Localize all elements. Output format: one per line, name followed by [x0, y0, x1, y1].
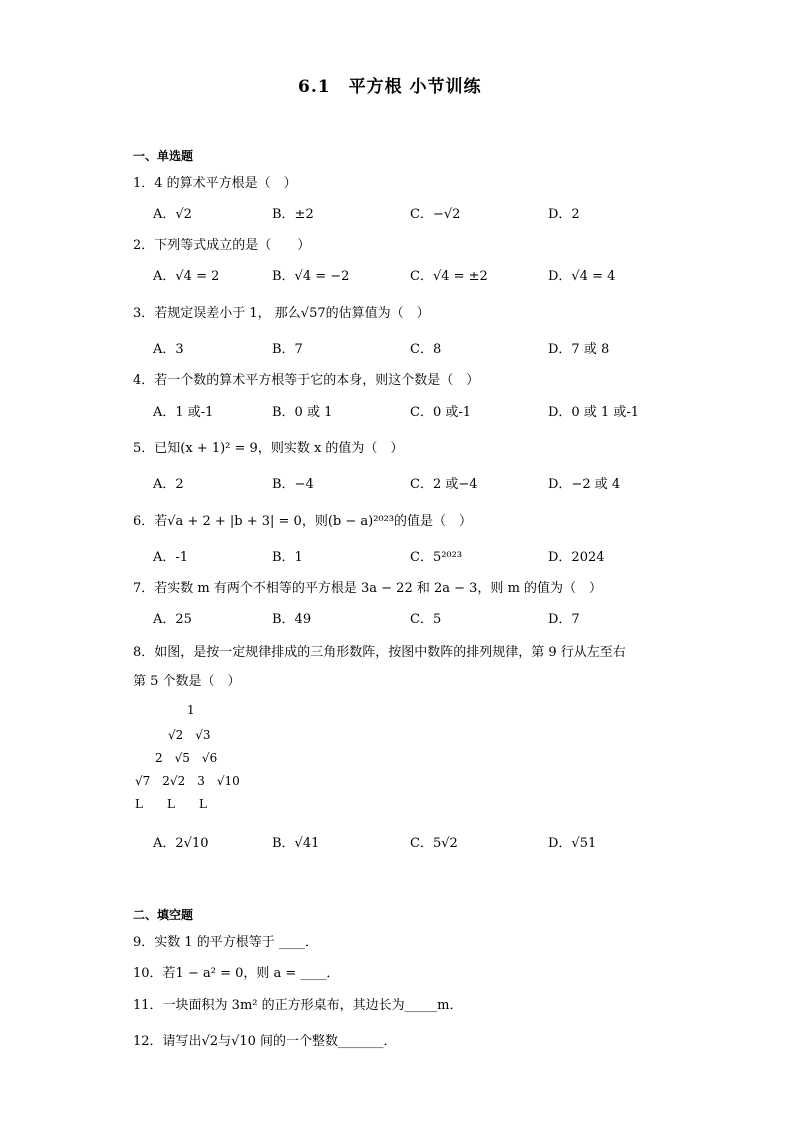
triangle-row-3: 2 √5 √6: [155, 751, 218, 765]
triangle-row-5: L L L: [135, 797, 207, 811]
question-7-option-b: B．49: [272, 612, 312, 627]
question-1-option-a: A．√2: [153, 207, 192, 222]
question-3-option-c: C．8: [410, 342, 442, 357]
question-7-option-d: D．7: [548, 612, 580, 627]
question-8-stem-continued: 第 5 个数是（ ）: [133, 674, 241, 689]
question-3-option-d: D．7 或 8: [548, 342, 610, 357]
question-1-option-c: C．−√2: [410, 207, 461, 222]
question-5-stem: 5．已知(x + 1)² = 9，则实数 x 的值为（ ）: [133, 441, 404, 456]
question-4-option-b: B．0 或 1: [272, 405, 333, 420]
question-6-option-c: C．5²⁰²³: [410, 550, 463, 565]
page-title: 6.1 平方根 小节训练: [298, 77, 482, 97]
question-2-option-b: B．√4 = −2: [272, 269, 350, 284]
question-4-option-a: A．1 或-1: [153, 405, 214, 420]
question-2-stem: 2．下列等式成立的是（ ）: [133, 238, 311, 253]
question-8-stem: 8．如图，是按一定规律排成的三角形数阵，按图中数阵的排列规律，第 9 行从左至右: [133, 645, 626, 660]
question-7-option-c: C．5: [410, 612, 442, 627]
triangle-row-1: 1: [187, 703, 195, 717]
question-11: 11．一块面积为 3m² 的正方形桌布，其边长为_____m．: [133, 998, 463, 1013]
question-1-stem: 1．4 的算术平方根是（ ）: [133, 176, 297, 191]
question-5-option-c: C．2 或−4: [410, 477, 478, 492]
question-3-option-a: A．3: [153, 342, 184, 357]
question-6-option-a: A．-1: [153, 550, 189, 565]
triangle-row-4: √7 2√2 3 √10: [135, 774, 240, 788]
question-2-option-a: A．√4 = 2: [153, 269, 220, 284]
question-2-option-d: D．√4 = 4: [548, 269, 616, 284]
question-5-option-a: A．2: [153, 477, 184, 492]
question-6-stem: 6．若√a + 2 + |b + 3| = 0，则(b − a)²⁰²³的值是（ ）: [133, 514, 473, 529]
question-8-option-b: B．√41: [272, 836, 320, 851]
question-4-option-c: C．0 或-1: [410, 405, 472, 420]
question-5-option-b: B．−4: [272, 477, 314, 492]
question-3-option-b: B．7: [272, 342, 303, 357]
question-10: 10．若1 − a² = 0，则 a = ____．: [133, 966, 340, 981]
question-7-option-a: A．25: [153, 612, 192, 627]
question-12: 12．请写出√2与√10 间的一个整数_______．: [133, 1034, 397, 1049]
section-heading-fill-in: 二、填空题: [133, 908, 194, 922]
question-1-option-b: B．±2: [272, 207, 314, 222]
question-8-option-a: A．2√10: [153, 836, 209, 851]
section-heading-single-choice: 一、单选题: [133, 149, 194, 163]
question-3-stem: 3．若规定误差小于 1， 那么√57的估算值为（ ）: [133, 306, 430, 321]
question-8-option-c: C．5√2: [410, 836, 458, 851]
question-4-stem: 4．若一个数的算术平方根等于它的本身，则这个数是（ ）: [133, 373, 480, 388]
question-6-option-b: B．1: [272, 550, 303, 565]
question-8-option-d: D．√51: [548, 836, 597, 851]
question-1-option-d: D．2: [548, 207, 580, 222]
question-2-option-c: C．√4 = ±2: [410, 269, 488, 284]
question-7-stem: 7．若实数 m 有两个不相等的平方根是 3a − 22 和 2a − 3，则 m 的值为（ ）: [133, 581, 603, 596]
triangle-row-2: √2 √3: [168, 728, 211, 742]
question-5-option-d: D．−2 或 4: [548, 477, 621, 492]
question-6-option-d: D．2024: [548, 550, 605, 565]
question-4-option-d: D．0 或 1 或-1: [548, 405, 640, 420]
question-9: 9．实数 1 的平方根等于 ____．: [133, 935, 318, 950]
